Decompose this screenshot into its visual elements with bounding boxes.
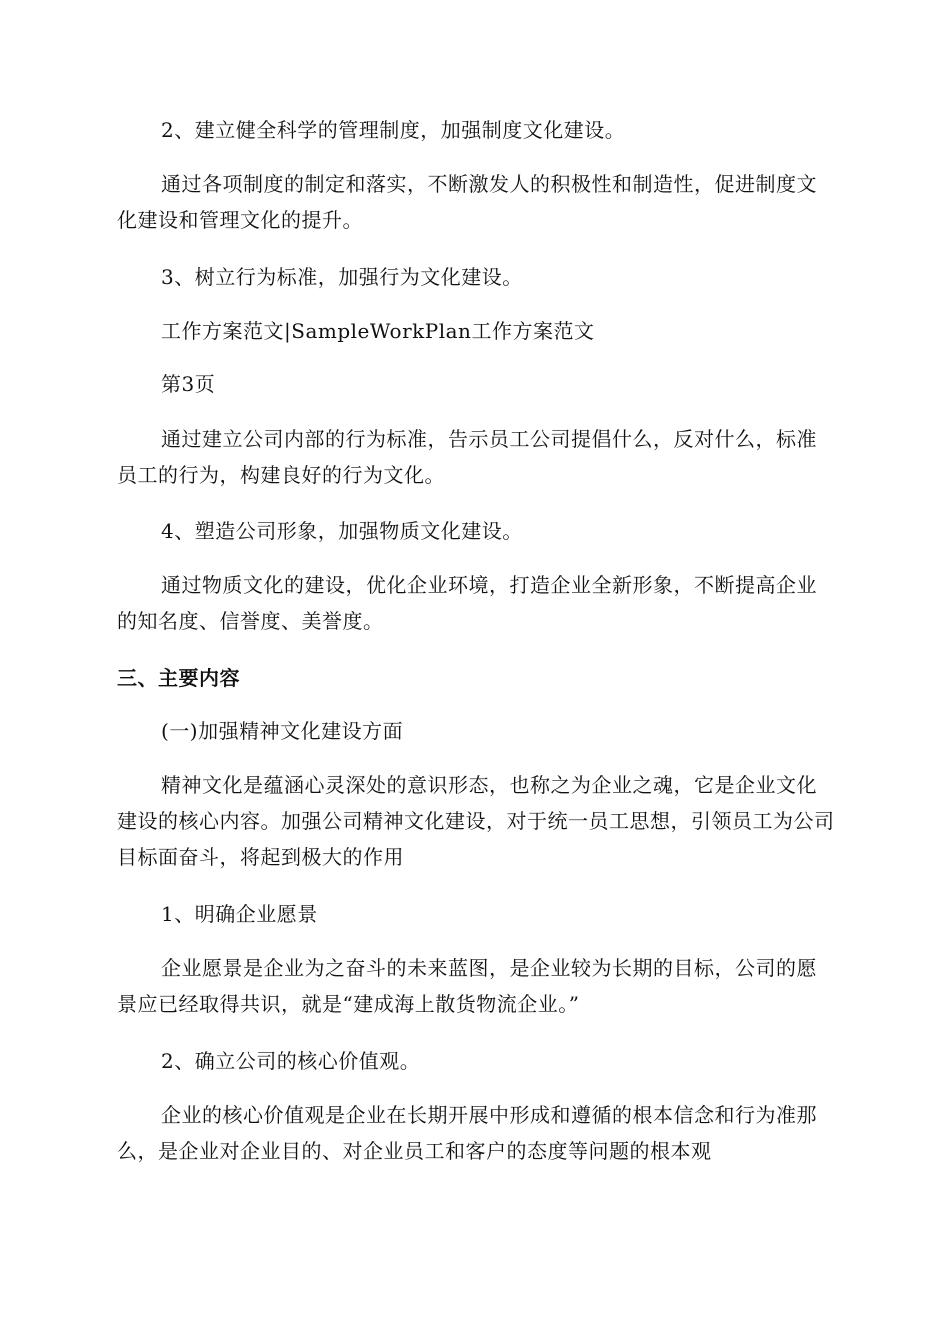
page-number: 第3页	[161, 372, 216, 396]
paragraph-spirit-body: 精神文化是蕴涵心灵深处的意识形态，也称之为企业之魂，它是企业文化建设的核心内容。加强公司精神文化建设，对于统一员工思想，引领员工为公司目标面奋斗，将起到极大的作用	[117, 773, 835, 869]
paragraph-vision-heading: 1、明确企业愿景	[161, 902, 318, 926]
paragraph-vision-body: 企业愿景是企业为之奋斗的未来蓝图，是企业较为长期的目标，公司的愿景应已经取得共识，就是“建成海上散货物流企业。”	[117, 956, 817, 1016]
running-header: 工作方案范文|SampleWorkPlan工作方案范文	[161, 319, 595, 343]
paragraph-behavior-body: 通过建立公司内部的行为标准，告示员工公司提倡什么，反对什么，标准员工的行为，构建良好的行为文化。	[117, 427, 817, 487]
subsection-heading: (一)加强精神文化建设方面	[161, 719, 404, 743]
paragraph-values-body: 企业的核心价值观是企业在长期开展中形成和遵循的根本信念和行为准那么，是企业对企业目的、对企业员工和客户的态度等问题的根本观	[117, 1103, 817, 1163]
section-heading: 三、主要内容	[117, 666, 240, 690]
paragraph-image-heading: 4、塑造公司形象，加强物质文化建设。	[161, 519, 523, 543]
paragraph-institution-heading: 2、建立健全科学的管理制度，加强制度文化建设。	[161, 118, 626, 142]
paragraph-image-body: 通过物质文化的建设，优化企业环境，打造企业全新形象，不断提高企业的知名度、信誉度、美誉度。	[117, 573, 817, 633]
paragraph-values-heading: 2、确立公司的核心价值观。	[161, 1049, 421, 1073]
paragraph-behavior-heading: 3、树立行为标准，加强行为文化建设。	[161, 265, 523, 289]
document-page	[117, 0, 835, 1344]
paragraph-institution-body: 通过各项制度的制定和落实，不断激发人的积极性和制造性，促进制度文化建设和管理文化的提升。	[117, 172, 817, 232]
